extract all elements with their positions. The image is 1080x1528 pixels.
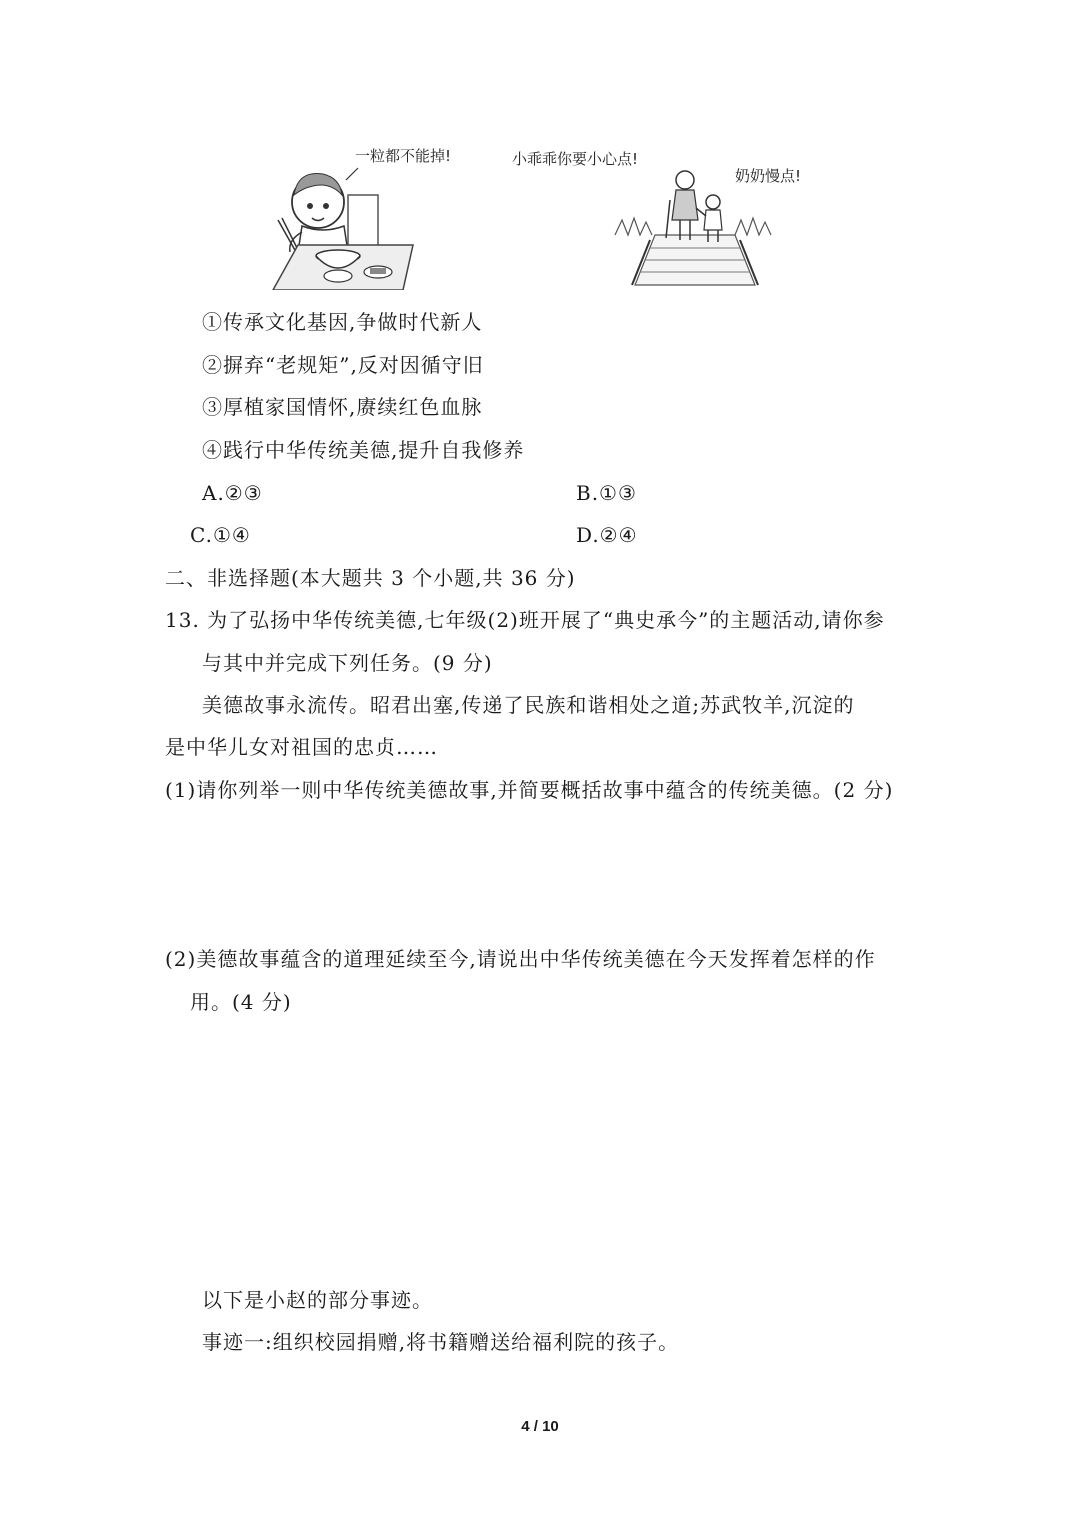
- option-2: ②摒弃“老规矩”,反对因循守旧: [202, 353, 484, 377]
- left-speech-bubble: 一粒都不能掉!: [355, 147, 452, 165]
- q13-material2-line1: 以下是小赵的部分事迹。: [202, 1288, 433, 1312]
- q13-material2-line2: 事迹一:组织校园捐赠,将书籍赠送给福利院的孩子。: [202, 1330, 680, 1354]
- section-heading: 二、非选择题(本大题共 3 个小题,共 36 分): [165, 566, 576, 590]
- page-number: 4 / 10: [521, 1418, 559, 1435]
- option-4: ④践行中华传统美德,提升自我修养: [202, 438, 525, 462]
- choice-c: C.①④: [190, 523, 251, 547]
- option-3: ③厚植家国情怀,赓续红色血脉: [202, 395, 483, 419]
- choice-a: A.②③: [202, 481, 263, 505]
- q13-sub2-line2: 用。(4 分): [190, 990, 292, 1014]
- choice-b: B.①③: [576, 481, 637, 505]
- child-speech-bubble: 奶奶慢点!: [735, 167, 802, 185]
- option-1: ①传承文化基因,争做时代新人: [202, 310, 483, 334]
- q13-material-line1: 美德故事永流传。昭君出塞,传递了民族和谐相处之道;苏武牧羊,沉淀的: [202, 693, 855, 717]
- q13-sub2-line1: (2)美德故事蕴含的道理延续至今,请说出中华传统美德在今天发挥着怎样的作: [165, 947, 876, 971]
- choice-d: D.②④: [576, 523, 638, 547]
- q13-material-line2: 是中华儿女对祖国的忠贞……: [165, 735, 438, 759]
- q13-sub1: (1)请你列举一则中华传统美德故事,并简要概括故事中蕴含的传统美德。(2 分): [165, 778, 894, 802]
- q13-stem-line2: 与其中并完成下列任务。(9 分): [202, 651, 493, 675]
- q13-stem-line1: 13. 为了弘扬中华传统美德,七年级(2)班开展了“典史承今”的主题活动,请你参: [165, 608, 885, 632]
- grandma-speech-bubble: 小乖乖你要小心点!: [512, 150, 639, 168]
